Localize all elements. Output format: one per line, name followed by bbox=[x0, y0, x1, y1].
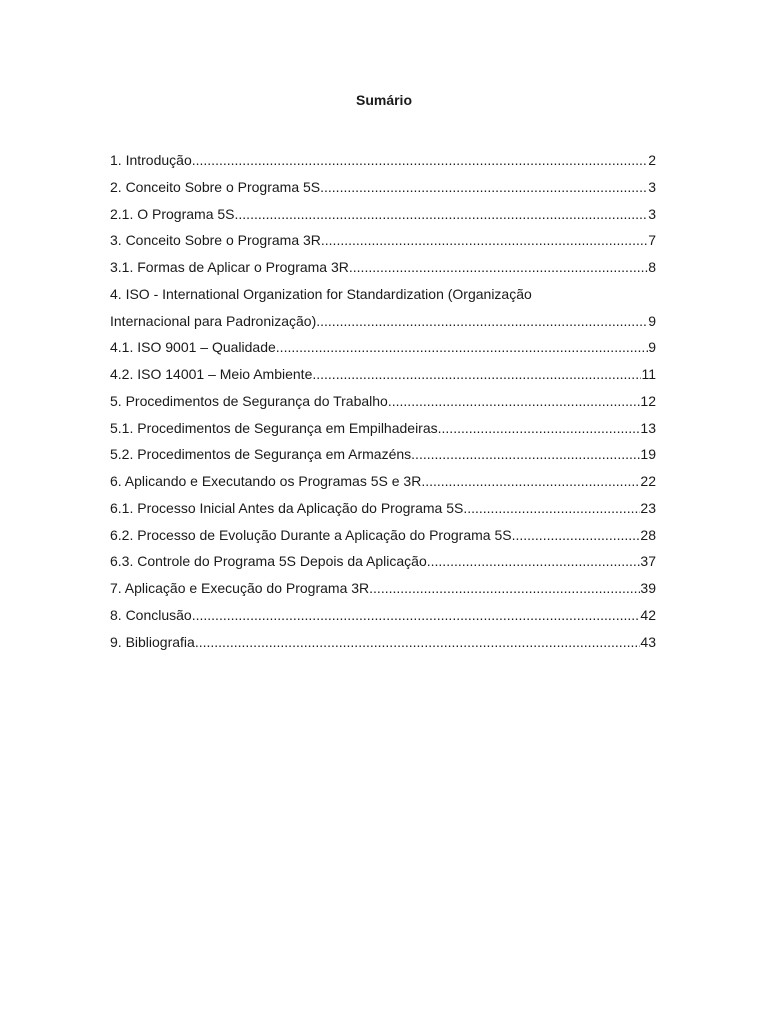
toc-entry-page: 23 bbox=[640, 499, 656, 516]
toc-entry bbox=[110, 441, 656, 468]
toc-entry-title: 6.3. Controle do Programa 5S Depois da Aplicação bbox=[110, 553, 427, 570]
toc-entry bbox=[110, 254, 656, 281]
page-title: Sumário bbox=[355, 92, 412, 108]
toc-leader-dots bbox=[235, 201, 649, 228]
toc-entry-title: 6.2. Processo de Evolução Durante a Aplicação do Programa 5S bbox=[110, 526, 512, 543]
toc-entry-title: 8. Conclusão bbox=[110, 606, 192, 623]
toc-entry-page: 3 bbox=[648, 205, 656, 222]
toc-leader-dots bbox=[349, 254, 648, 281]
toc-entry-page: 8 bbox=[648, 259, 656, 275]
toc-entry-title: 3.1. Formas de Aplicar o Programa 3R bbox=[110, 259, 349, 275]
toc-leader-dots bbox=[192, 147, 648, 174]
toc-entry bbox=[110, 388, 656, 415]
toc-entry-title: 6. Aplicando e Executando os Programas 5S e 3R bbox=[110, 473, 422, 489]
toc-entry-title: 4.1. ISO 9001 – Qualidade bbox=[110, 339, 276, 356]
toc-entry bbox=[110, 174, 656, 201]
toc-entry-page: 2 bbox=[648, 152, 656, 168]
toc-leader-dots bbox=[321, 227, 648, 254]
toc-leader-dots bbox=[192, 602, 641, 629]
toc-entry-title: 5.1. Procedimentos de Segurança em Empilhadeiras bbox=[110, 419, 438, 436]
toc-entry-page: 9 bbox=[648, 312, 656, 329]
toc-entry bbox=[110, 575, 656, 602]
toc-entry-title: 4. ISO - International Organization for Standardization (Organização bbox=[110, 285, 532, 302]
toc-entry-page: 19 bbox=[640, 446, 656, 463]
toc-entry-title: 6.1. Processo Inicial Antes da Aplicação do Programa 5S bbox=[110, 499, 464, 516]
toc-leader-dots bbox=[463, 495, 640, 522]
toc-entry-page: 12 bbox=[640, 392, 656, 409]
toc-entry-page: 7 bbox=[648, 232, 656, 249]
toc-entry bbox=[110, 281, 656, 308]
toc-entry bbox=[110, 468, 656, 495]
toc-entry bbox=[110, 629, 656, 656]
toc-entry-title: 5. Procedimentos de Segurança do Trabalho bbox=[110, 392, 388, 409]
toc-entry-page: 3 bbox=[648, 178, 656, 195]
toc-leader-dots bbox=[438, 415, 641, 442]
toc-leader-dots bbox=[512, 522, 641, 549]
toc-entry-page: 39 bbox=[640, 580, 656, 596]
toc-entry-title: 3. Conceito Sobre o Programa 3R bbox=[110, 232, 321, 249]
toc-entry bbox=[110, 548, 656, 575]
toc-entry bbox=[110, 522, 656, 549]
toc-entry-title: 5.2. Procedimentos de Segurança em Armazéns bbox=[110, 446, 412, 463]
toc-entry bbox=[110, 147, 656, 174]
toc-leader-dots bbox=[195, 629, 641, 656]
toc-entry-page: 9 bbox=[648, 339, 656, 356]
toc-leader-dots bbox=[369, 575, 640, 602]
toc-entry-title: Internacional para Padronização) bbox=[110, 312, 317, 329]
toc-entry bbox=[110, 308, 656, 335]
toc-entry-title: 7. Aplicação e Execução do Programa 3R bbox=[110, 580, 370, 596]
toc-entry-title: 2.1. O Programa 5S bbox=[110, 205, 235, 222]
toc-leader-dots bbox=[320, 174, 648, 201]
toc-leader-dots bbox=[411, 441, 640, 468]
toc-entry bbox=[110, 602, 656, 629]
toc-entry-page: 37 bbox=[640, 553, 656, 570]
toc-leader-dots bbox=[388, 388, 641, 415]
toc-entry-page: 43 bbox=[640, 633, 656, 650]
toc-leader-dots bbox=[427, 548, 641, 575]
toc-entry-title: 1. Introdução bbox=[110, 152, 192, 168]
toc-entry-title: 4.2. ISO 14001 – Meio Ambiente bbox=[110, 366, 313, 382]
toc-entry bbox=[110, 227, 656, 254]
table-of-contents bbox=[110, 147, 656, 655]
toc-entry-page: 42 bbox=[640, 606, 656, 623]
toc-leader-dots bbox=[316, 308, 648, 335]
toc-entry bbox=[110, 495, 656, 522]
toc-entry bbox=[110, 415, 656, 442]
toc-entry-page: 13 bbox=[640, 419, 656, 436]
toc-entry-page: 28 bbox=[640, 526, 656, 543]
toc-leader-dots bbox=[421, 468, 640, 495]
toc-entry bbox=[110, 201, 656, 228]
toc-leader-dots bbox=[312, 361, 641, 388]
toc-leader-dots bbox=[276, 334, 648, 361]
toc-entry bbox=[110, 361, 656, 388]
toc-entry-title: 9. Bibliografia bbox=[110, 633, 195, 650]
toc-entry-page: 11 bbox=[641, 366, 656, 382]
toc-entry-title: 2. Conceito Sobre o Programa 5S bbox=[110, 178, 321, 195]
toc-entry bbox=[110, 334, 656, 361]
toc-entry-page: 22 bbox=[640, 473, 656, 489]
